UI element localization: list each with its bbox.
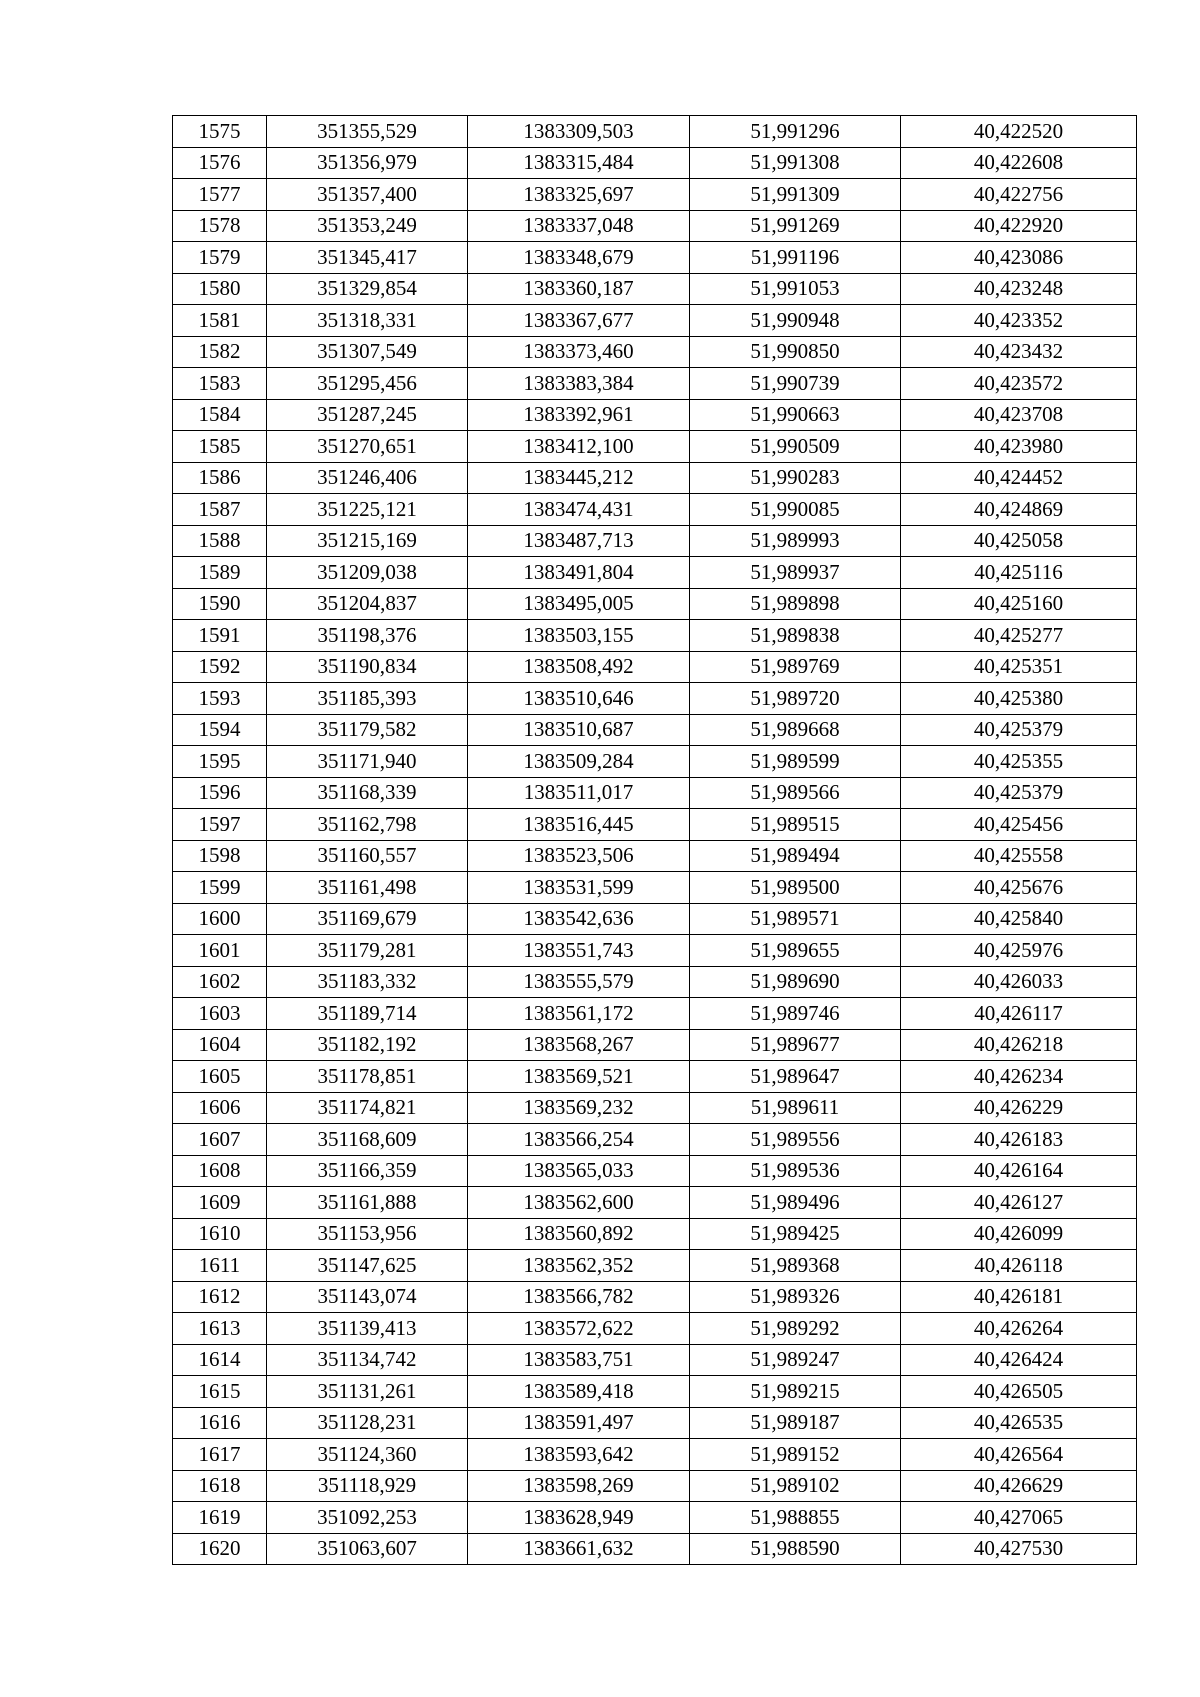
coord-x-cell: 351225,121 <box>267 494 468 526</box>
point-number-cell: 1597 <box>173 809 267 841</box>
table-row <box>173 1250 1137 1282</box>
coord-x-cell: 351246,406 <box>267 462 468 494</box>
latitude-cell: 51,991269 <box>690 210 901 242</box>
longitude-cell: 40,422520 <box>901 116 1137 148</box>
table-row <box>173 210 1137 242</box>
latitude-cell: 51,989571 <box>690 903 901 935</box>
point-number-cell: 1584 <box>173 399 267 431</box>
coord-x-cell: 351190,834 <box>267 651 468 683</box>
coord-y-cell: 1383661,632 <box>468 1533 690 1565</box>
longitude-cell: 40,426629 <box>901 1470 1137 1502</box>
latitude-cell: 51,989566 <box>690 777 901 809</box>
point-number-cell: 1595 <box>173 746 267 778</box>
longitude-cell: 40,425277 <box>901 620 1137 652</box>
latitude-cell: 51,989993 <box>690 525 901 557</box>
coord-x-cell: 351153,956 <box>267 1218 468 1250</box>
point-number-cell: 1614 <box>173 1344 267 1376</box>
coord-y-cell: 1383503,155 <box>468 620 690 652</box>
coord-x-cell: 351160,557 <box>267 840 468 872</box>
latitude-cell: 51,989515 <box>690 809 901 841</box>
point-number-cell: 1576 <box>173 147 267 179</box>
coord-y-cell: 1383628,949 <box>468 1502 690 1534</box>
point-number-cell: 1599 <box>173 872 267 904</box>
table-row <box>173 714 1137 746</box>
longitude-cell: 40,425116 <box>901 557 1137 589</box>
latitude-cell: 51,989215 <box>690 1376 901 1408</box>
latitude-cell: 51,991309 <box>690 179 901 211</box>
coord-x-cell: 351169,679 <box>267 903 468 935</box>
latitude-cell: 51,989720 <box>690 683 901 715</box>
latitude-cell: 51,991053 <box>690 273 901 305</box>
longitude-cell: 40,423248 <box>901 273 1137 305</box>
point-number-cell: 1596 <box>173 777 267 809</box>
longitude-cell: 40,426118 <box>901 1250 1137 1282</box>
table-row <box>173 746 1137 778</box>
table-row <box>173 147 1137 179</box>
point-number-cell: 1591 <box>173 620 267 652</box>
point-number-cell: 1578 <box>173 210 267 242</box>
table-row <box>173 651 1137 683</box>
point-number-cell: 1601 <box>173 935 267 967</box>
coord-y-cell: 1383509,284 <box>468 746 690 778</box>
longitude-cell: 40,423352 <box>901 305 1137 337</box>
point-number-cell: 1577 <box>173 179 267 211</box>
coord-x-cell: 351063,607 <box>267 1533 468 1565</box>
coord-y-cell: 1383495,005 <box>468 588 690 620</box>
point-number-cell: 1598 <box>173 840 267 872</box>
point-number-cell: 1604 <box>173 1029 267 1061</box>
table-row <box>173 1313 1137 1345</box>
coord-x-cell: 351307,549 <box>267 336 468 368</box>
longitude-cell: 40,426535 <box>901 1407 1137 1439</box>
latitude-cell: 51,989102 <box>690 1470 901 1502</box>
point-number-cell: 1590 <box>173 588 267 620</box>
coord-x-cell: 351353,249 <box>267 210 468 242</box>
latitude-cell: 51,989838 <box>690 620 901 652</box>
coord-x-cell: 351161,498 <box>267 872 468 904</box>
latitude-cell: 51,989494 <box>690 840 901 872</box>
coord-x-cell: 351128,231 <box>267 1407 468 1439</box>
coord-y-cell: 1383562,600 <box>468 1187 690 1219</box>
coord-x-cell: 351131,261 <box>267 1376 468 1408</box>
coord-y-cell: 1383315,484 <box>468 147 690 179</box>
point-number-cell: 1603 <box>173 998 267 1030</box>
latitude-cell: 51,989368 <box>690 1250 901 1282</box>
table-row <box>173 116 1137 148</box>
coord-y-cell: 1383474,431 <box>468 494 690 526</box>
point-number-cell: 1617 <box>173 1439 267 1471</box>
table-row <box>173 1470 1137 1502</box>
table-row <box>173 557 1137 589</box>
coord-x-cell: 351168,339 <box>267 777 468 809</box>
coord-x-cell: 351178,851 <box>267 1061 468 1093</box>
latitude-cell: 51,989425 <box>690 1218 901 1250</box>
coord-x-cell: 351124,360 <box>267 1439 468 1471</box>
longitude-cell: 40,426099 <box>901 1218 1137 1250</box>
coord-x-cell: 351295,456 <box>267 368 468 400</box>
coord-y-cell: 1383568,267 <box>468 1029 690 1061</box>
longitude-cell: 40,423432 <box>901 336 1137 368</box>
longitude-cell: 40,427065 <box>901 1502 1137 1534</box>
longitude-cell: 40,426117 <box>901 998 1137 1030</box>
point-number-cell: 1606 <box>173 1092 267 1124</box>
table-row <box>173 1218 1137 1250</box>
point-number-cell: 1579 <box>173 242 267 274</box>
point-number-cell: 1588 <box>173 525 267 557</box>
point-number-cell: 1585 <box>173 431 267 463</box>
latitude-cell: 51,988590 <box>690 1533 901 1565</box>
latitude-cell: 51,990948 <box>690 305 901 337</box>
longitude-cell: 40,427530 <box>901 1533 1137 1565</box>
longitude-cell: 40,424869 <box>901 494 1137 526</box>
coord-y-cell: 1383566,782 <box>468 1281 690 1313</box>
longitude-cell: 40,425160 <box>901 588 1137 620</box>
point-number-cell: 1616 <box>173 1407 267 1439</box>
table-row <box>173 1533 1137 1565</box>
coord-x-cell: 351345,417 <box>267 242 468 274</box>
coord-x-cell: 351215,169 <box>267 525 468 557</box>
table-row <box>173 1124 1137 1156</box>
coord-x-cell: 351183,332 <box>267 966 468 998</box>
point-number-cell: 1583 <box>173 368 267 400</box>
coord-x-cell: 351161,888 <box>267 1187 468 1219</box>
point-number-cell: 1605 <box>173 1061 267 1093</box>
latitude-cell: 51,989937 <box>690 557 901 589</box>
latitude-cell: 51,989292 <box>690 1313 901 1345</box>
point-number-cell: 1613 <box>173 1313 267 1345</box>
table-row <box>173 1376 1137 1408</box>
longitude-cell: 40,426505 <box>901 1376 1137 1408</box>
point-number-cell: 1612 <box>173 1281 267 1313</box>
point-number-cell: 1580 <box>173 273 267 305</box>
coord-y-cell: 1383523,506 <box>468 840 690 872</box>
table-row <box>173 1187 1137 1219</box>
coord-x-cell: 351198,376 <box>267 620 468 652</box>
longitude-cell: 40,426229 <box>901 1092 1137 1124</box>
table-row <box>173 1439 1137 1471</box>
point-number-cell: 1608 <box>173 1155 267 1187</box>
coord-y-cell: 1383383,384 <box>468 368 690 400</box>
table-row <box>173 588 1137 620</box>
longitude-cell: 40,424452 <box>901 462 1137 494</box>
latitude-cell: 51,989690 <box>690 966 901 998</box>
point-number-cell: 1611 <box>173 1250 267 1282</box>
longitude-cell: 40,426424 <box>901 1344 1137 1376</box>
longitude-cell: 40,423980 <box>901 431 1137 463</box>
coord-y-cell: 1383373,460 <box>468 336 690 368</box>
coord-y-cell: 1383367,677 <box>468 305 690 337</box>
latitude-cell: 51,990283 <box>690 462 901 494</box>
table-row <box>173 431 1137 463</box>
coord-y-cell: 1383360,187 <box>468 273 690 305</box>
coord-y-cell: 1383445,212 <box>468 462 690 494</box>
table-row <box>173 305 1137 337</box>
longitude-cell: 40,425058 <box>901 525 1137 557</box>
table-row <box>173 620 1137 652</box>
point-number-cell: 1619 <box>173 1502 267 1534</box>
table-row <box>173 462 1137 494</box>
coord-x-cell: 351134,742 <box>267 1344 468 1376</box>
latitude-cell: 51,989500 <box>690 872 901 904</box>
latitude-cell: 51,989668 <box>690 714 901 746</box>
point-number-cell: 1581 <box>173 305 267 337</box>
coord-x-cell: 351287,245 <box>267 399 468 431</box>
coord-x-cell: 351147,625 <box>267 1250 468 1282</box>
point-number-cell: 1600 <box>173 903 267 935</box>
coord-y-cell: 1383591,497 <box>468 1407 690 1439</box>
coord-x-cell: 351092,253 <box>267 1502 468 1534</box>
longitude-cell: 40,425380 <box>901 683 1137 715</box>
coord-y-cell: 1383572,622 <box>468 1313 690 1345</box>
coord-y-cell: 1383531,599 <box>468 872 690 904</box>
table-row <box>173 777 1137 809</box>
coord-x-cell: 351209,038 <box>267 557 468 589</box>
latitude-cell: 51,988855 <box>690 1502 901 1534</box>
coord-y-cell: 1383583,751 <box>468 1344 690 1376</box>
coord-x-cell: 351143,074 <box>267 1281 468 1313</box>
coord-y-cell: 1383337,048 <box>468 210 690 242</box>
point-number-cell: 1607 <box>173 1124 267 1156</box>
coord-y-cell: 1383555,579 <box>468 966 690 998</box>
longitude-cell: 40,422920 <box>901 210 1137 242</box>
longitude-cell: 40,425351 <box>901 651 1137 683</box>
coord-y-cell: 1383516,445 <box>468 809 690 841</box>
longitude-cell: 40,426033 <box>901 966 1137 998</box>
table-row <box>173 935 1137 967</box>
longitude-cell: 40,422756 <box>901 179 1137 211</box>
coord-x-cell: 351118,929 <box>267 1470 468 1502</box>
table-row <box>173 998 1137 1030</box>
point-number-cell: 1620 <box>173 1533 267 1565</box>
latitude-cell: 51,990739 <box>690 368 901 400</box>
coord-y-cell: 1383542,636 <box>468 903 690 935</box>
latitude-cell: 51,989536 <box>690 1155 901 1187</box>
coord-x-cell: 351329,854 <box>267 273 468 305</box>
coord-x-cell: 351139,413 <box>267 1313 468 1345</box>
table-row <box>173 336 1137 368</box>
coord-y-cell: 1383589,418 <box>468 1376 690 1408</box>
coord-x-cell: 351168,609 <box>267 1124 468 1156</box>
coord-x-cell: 351179,582 <box>267 714 468 746</box>
coord-y-cell: 1383412,100 <box>468 431 690 463</box>
coordinates-table <box>172 115 1137 1565</box>
coord-x-cell: 351179,281 <box>267 935 468 967</box>
coord-y-cell: 1383593,642 <box>468 1439 690 1471</box>
latitude-cell: 51,989556 <box>690 1124 901 1156</box>
point-number-cell: 1582 <box>173 336 267 368</box>
latitude-cell: 51,989599 <box>690 746 901 778</box>
latitude-cell: 51,989677 <box>690 1029 901 1061</box>
longitude-cell: 40,425676 <box>901 872 1137 904</box>
longitude-cell: 40,425355 <box>901 746 1137 778</box>
coord-y-cell: 1383510,687 <box>468 714 690 746</box>
latitude-cell: 51,990663 <box>690 399 901 431</box>
longitude-cell: 40,425976 <box>901 935 1137 967</box>
point-number-cell: 1593 <box>173 683 267 715</box>
coord-y-cell: 1383569,232 <box>468 1092 690 1124</box>
table-row <box>173 399 1137 431</box>
latitude-cell: 51,989647 <box>690 1061 901 1093</box>
table-row <box>173 179 1137 211</box>
table-row <box>173 683 1137 715</box>
longitude-cell: 40,423086 <box>901 242 1137 274</box>
coordinates-table-body <box>173 116 1137 1565</box>
longitude-cell: 40,426218 <box>901 1029 1137 1061</box>
latitude-cell: 51,989898 <box>690 588 901 620</box>
coord-y-cell: 1383348,679 <box>468 242 690 274</box>
longitude-cell: 40,425456 <box>901 809 1137 841</box>
longitude-cell: 40,423708 <box>901 399 1137 431</box>
coord-x-cell: 351171,940 <box>267 746 468 778</box>
table-row <box>173 1092 1137 1124</box>
longitude-cell: 40,426164 <box>901 1155 1137 1187</box>
coord-x-cell: 351355,529 <box>267 116 468 148</box>
coord-y-cell: 1383551,743 <box>468 935 690 967</box>
point-number-cell: 1615 <box>173 1376 267 1408</box>
coord-y-cell: 1383392,961 <box>468 399 690 431</box>
coord-x-cell: 351318,331 <box>267 305 468 337</box>
table-row <box>173 1407 1137 1439</box>
coord-x-cell: 351356,979 <box>267 147 468 179</box>
latitude-cell: 51,989769 <box>690 651 901 683</box>
point-number-cell: 1586 <box>173 462 267 494</box>
longitude-cell: 40,426183 <box>901 1124 1137 1156</box>
coord-y-cell: 1383309,503 <box>468 116 690 148</box>
table-row <box>173 966 1137 998</box>
coord-y-cell: 1383487,713 <box>468 525 690 557</box>
point-number-cell: 1594 <box>173 714 267 746</box>
table-row <box>173 1502 1137 1534</box>
coord-x-cell: 351182,192 <box>267 1029 468 1061</box>
latitude-cell: 51,990085 <box>690 494 901 526</box>
coord-x-cell: 351162,798 <box>267 809 468 841</box>
coord-x-cell: 351204,837 <box>267 588 468 620</box>
coord-y-cell: 1383565,033 <box>468 1155 690 1187</box>
table-row <box>173 242 1137 274</box>
table-row <box>173 1061 1137 1093</box>
table-row <box>173 1029 1137 1061</box>
table-row <box>173 1344 1137 1376</box>
longitude-cell: 40,426564 <box>901 1439 1137 1471</box>
point-number-cell: 1589 <box>173 557 267 589</box>
coord-x-cell: 351166,359 <box>267 1155 468 1187</box>
longitude-cell: 40,426181 <box>901 1281 1137 1313</box>
coord-y-cell: 1383569,521 <box>468 1061 690 1093</box>
coord-x-cell: 351189,714 <box>267 998 468 1030</box>
latitude-cell: 51,989247 <box>690 1344 901 1376</box>
coord-y-cell: 1383325,697 <box>468 179 690 211</box>
latitude-cell: 51,989496 <box>690 1187 901 1219</box>
longitude-cell: 40,425379 <box>901 714 1137 746</box>
table-row <box>173 809 1137 841</box>
latitude-cell: 51,990509 <box>690 431 901 463</box>
latitude-cell: 51,989187 <box>690 1407 901 1439</box>
latitude-cell: 51,991196 <box>690 242 901 274</box>
table-row <box>173 872 1137 904</box>
table-row <box>173 368 1137 400</box>
latitude-cell: 51,991296 <box>690 116 901 148</box>
coord-x-cell: 351270,651 <box>267 431 468 463</box>
latitude-cell: 51,989152 <box>690 1439 901 1471</box>
coord-y-cell: 1383598,269 <box>468 1470 690 1502</box>
latitude-cell: 51,991308 <box>690 147 901 179</box>
point-number-cell: 1610 <box>173 1218 267 1250</box>
table-row <box>173 1155 1137 1187</box>
point-number-cell: 1592 <box>173 651 267 683</box>
table-row <box>173 525 1137 557</box>
coord-y-cell: 1383566,254 <box>468 1124 690 1156</box>
point-number-cell: 1575 <box>173 116 267 148</box>
coord-y-cell: 1383562,352 <box>468 1250 690 1282</box>
latitude-cell: 51,989326 <box>690 1281 901 1313</box>
latitude-cell: 51,990850 <box>690 336 901 368</box>
latitude-cell: 51,989746 <box>690 998 901 1030</box>
latitude-cell: 51,989655 <box>690 935 901 967</box>
longitude-cell: 40,425840 <box>901 903 1137 935</box>
longitude-cell: 40,425558 <box>901 840 1137 872</box>
point-number-cell: 1602 <box>173 966 267 998</box>
coord-x-cell: 351357,400 <box>267 179 468 211</box>
table-row <box>173 840 1137 872</box>
coord-y-cell: 1383561,172 <box>468 998 690 1030</box>
table-row <box>173 273 1137 305</box>
coord-x-cell: 351174,821 <box>267 1092 468 1124</box>
latitude-cell: 51,989611 <box>690 1092 901 1124</box>
coord-y-cell: 1383560,892 <box>468 1218 690 1250</box>
longitude-cell: 40,422608 <box>901 147 1137 179</box>
coord-x-cell: 351185,393 <box>267 683 468 715</box>
coord-y-cell: 1383511,017 <box>468 777 690 809</box>
longitude-cell: 40,423572 <box>901 368 1137 400</box>
table-row <box>173 1281 1137 1313</box>
point-number-cell: 1618 <box>173 1470 267 1502</box>
longitude-cell: 40,426234 <box>901 1061 1137 1093</box>
longitude-cell: 40,425379 <box>901 777 1137 809</box>
coord-y-cell: 1383491,804 <box>468 557 690 589</box>
coord-y-cell: 1383508,492 <box>468 651 690 683</box>
table-row <box>173 494 1137 526</box>
longitude-cell: 40,426127 <box>901 1187 1137 1219</box>
point-number-cell: 1609 <box>173 1187 267 1219</box>
longitude-cell: 40,426264 <box>901 1313 1137 1345</box>
table-row <box>173 903 1137 935</box>
point-number-cell: 1587 <box>173 494 267 526</box>
coord-y-cell: 1383510,646 <box>468 683 690 715</box>
